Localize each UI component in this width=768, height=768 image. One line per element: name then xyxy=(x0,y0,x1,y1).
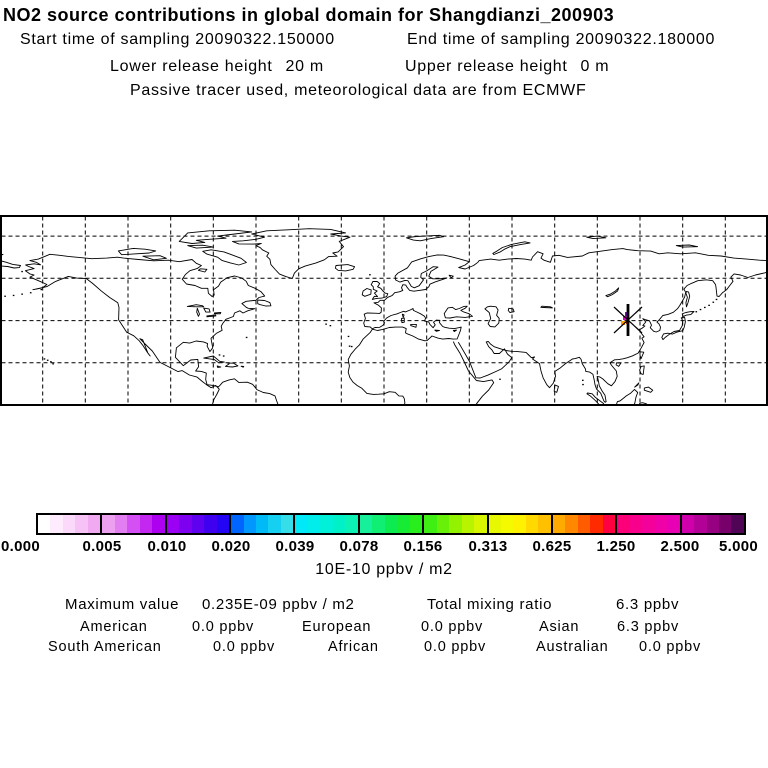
max-value-label: Maximum value xyxy=(65,596,180,613)
page-title: NO2 source contributions in global domain for Shangdianzi_200903 xyxy=(3,5,615,25)
colorbar-tick-label: 1.250 xyxy=(596,538,636,555)
end-time-label: End time of sampling xyxy=(407,31,571,48)
colorbar-tick-label: 0.313 xyxy=(468,538,508,555)
colorbar-tick-label: 0.020 xyxy=(211,538,251,555)
lower-release-value: 20 m xyxy=(285,58,324,75)
colorbar-segment xyxy=(165,515,229,533)
world-map xyxy=(0,215,768,406)
colorbar-tick-label: 2.500 xyxy=(660,538,700,555)
region-name: South American xyxy=(48,639,162,655)
region-value: 0.0 ppbv xyxy=(421,619,484,635)
start-time-line xyxy=(20,31,335,49)
end-time-value: 20090322.180000 xyxy=(575,31,716,48)
region-value: 6.3 ppbv xyxy=(617,619,680,635)
end-time-line xyxy=(407,31,715,49)
upper-release-line xyxy=(405,58,609,76)
lower-release-label: Lower release height xyxy=(110,58,273,75)
tracer-note: Passive tracer used, meteorological data are from ECMWF xyxy=(130,82,587,99)
colorbar-tick-label: 0.078 xyxy=(339,538,379,555)
colorbar-segment xyxy=(229,515,293,533)
region-value: 0.0 ppbv xyxy=(639,639,702,655)
colorbar-segment xyxy=(422,515,486,533)
colorbar-segment xyxy=(680,515,744,533)
colorbar-tick-label: 0.156 xyxy=(403,538,443,555)
region-value: 0.0 ppbv xyxy=(424,639,487,655)
colorbar-segment xyxy=(38,515,100,533)
colorbar-ticks xyxy=(0,538,768,555)
station-marker xyxy=(614,304,642,336)
region-name: Asian xyxy=(539,619,580,635)
colorbar-unit: 10E-10 ppbv / m2 xyxy=(315,561,453,578)
colorbar-tick-label: 0.625 xyxy=(532,538,572,555)
upper-release-label: Upper release height xyxy=(405,58,568,75)
colorbar-segment xyxy=(358,515,422,533)
region-name: African xyxy=(328,639,379,655)
colorbar-tick-label: 0.039 xyxy=(275,538,315,555)
colorbar-segment xyxy=(100,515,164,533)
colorbar-tick-label: 5.000 xyxy=(718,538,758,555)
lower-release-line xyxy=(110,58,324,76)
region-name: American xyxy=(80,619,148,635)
colorbar-tick-label: 0.000 xyxy=(1,538,41,555)
region-value: 0.0 ppbv xyxy=(192,619,255,635)
colorbar-tick-label: 0.010 xyxy=(147,538,187,555)
region-name: Australian xyxy=(536,639,609,655)
total-ratio-value: 6.3 ppbv xyxy=(616,596,680,613)
colorbar-segment xyxy=(293,515,357,533)
colorbar-segment xyxy=(487,515,551,533)
colorbar-segment xyxy=(615,515,679,533)
colorbar-segment xyxy=(551,515,615,533)
colorbar xyxy=(36,513,746,535)
upper-release-value: 0 m xyxy=(580,58,610,75)
max-value: 0.235E-09 ppbv / m2 xyxy=(202,596,355,613)
region-name: European xyxy=(302,619,372,635)
start-time-value: 20090322.150000 xyxy=(195,31,335,48)
total-ratio-label: Total mixing ratio xyxy=(427,596,553,613)
colorbar-tick-label: 0.005 xyxy=(82,538,122,555)
region-value: 0.0 ppbv xyxy=(213,639,276,655)
start-time-label: Start time of sampling xyxy=(20,31,191,48)
